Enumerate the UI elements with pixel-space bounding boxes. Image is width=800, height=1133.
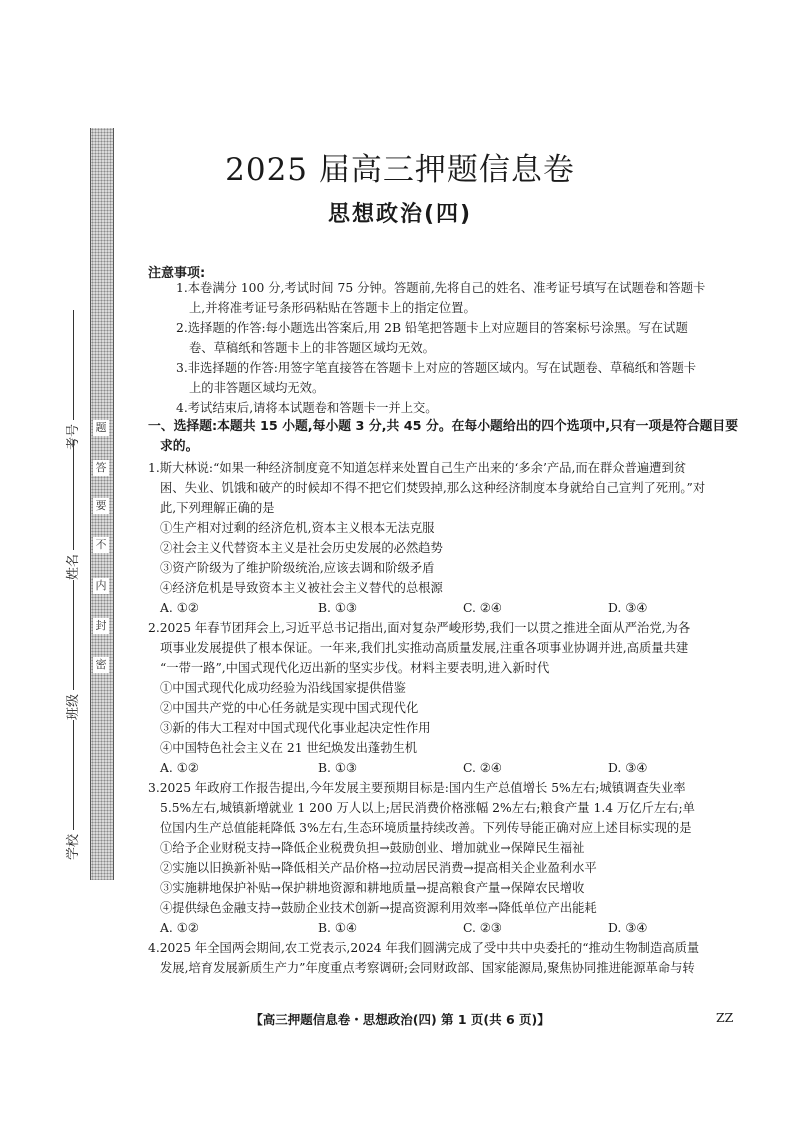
notice-list	[176, 278, 746, 418]
answer-choices	[148, 918, 748, 938]
notice-line: 4.考试结束后,请将本试题卷和答题卡一并上交。	[176, 401, 438, 415]
statement: ②社会主义代替资本主义是社会历史发展的必然趋势	[160, 541, 443, 555]
statement: ③新的伟大工程对中国式现代化事业起决定性作用	[160, 721, 431, 735]
seal-char: 内	[93, 578, 109, 594]
statement: ④经济危机是导致资本主义被社会主义替代的总根源	[160, 581, 443, 595]
statement: ①给予企业财税支持→降低企业税费负担→鼓励创业、增加就业→保障民生福祉	[160, 841, 585, 855]
notice-item	[176, 398, 746, 418]
page-title: 2025 届高三押题信息卷	[225, 152, 575, 188]
notice-heading: 注意事项:	[148, 266, 206, 281]
choice-d[interactable]: D. ③④	[608, 601, 648, 615]
field-label: 姓名	[66, 553, 81, 580]
section-heading	[148, 417, 748, 457]
footer-code: ZZ	[716, 1010, 734, 1025]
field-label: 班级	[66, 693, 81, 720]
question-3	[148, 778, 748, 938]
question-stem: “一带一路”,中国式现代化迈出新的坚实步伐。材料主要表明,进入新时代	[160, 661, 550, 675]
question-stem: 1.斯大林说:“如果一种经济制度竟不知道怎样来处置自己生产出来的‘多余’产品,而在群众普遍遭到贫	[148, 461, 687, 475]
notice-item	[176, 358, 746, 398]
school-field	[62, 720, 81, 860]
notice-line: 卷、草稿纸和答题卡上的非答题区域均无效。	[189, 341, 435, 355]
statement: ①中国式现代化成功经验为沿线国家提供借鉴	[160, 681, 406, 695]
page-footer: 【高三押题信息卷・思想政治(四) 第 1 页(共 6 页)】	[250, 1012, 550, 1027]
question-2	[148, 618, 748, 778]
page-subtitle: 思想政治(四)	[327, 202, 473, 227]
statement: ③资产阶级为了维护阶级统治,应该去调和阶级矛盾	[160, 561, 435, 575]
seal-char: 答	[93, 460, 109, 476]
choice-c[interactable]: C. ②③	[463, 921, 502, 935]
field-label: 考号	[66, 423, 81, 450]
choice-d[interactable]: D. ③④	[608, 921, 648, 935]
seal-char: 不	[93, 537, 109, 553]
choice-b[interactable]: B. ①③	[318, 761, 357, 775]
answer-choices	[148, 598, 748, 618]
notice-line: 1.本卷满分 100 分,考试时间 75 分钟。答题前,先将自己的姓名、准考证号填写在试题卷和答题卡	[176, 281, 706, 295]
choice-b[interactable]: B. ①④	[318, 921, 357, 935]
choice-c[interactable]: C. ②④	[463, 761, 502, 775]
seal-char: 密	[93, 657, 109, 673]
fill-line[interactable]	[73, 580, 74, 690]
statement: ①生产相对过剩的经济危机,资本主义根本无法克服	[160, 521, 435, 535]
seal-char: 封	[93, 618, 109, 634]
question-stem: 位国内生产总值能耗降低 3%左右,生态环境质量持续改善。下列传导能正确对应上述目标实现的是	[160, 821, 692, 835]
section-line: 一、选择题:本题共 15 小题,每小题 3 分,共 45 分。在每小题给出的四个选项中,只有一项是符合题目要	[148, 419, 739, 434]
question-stem: 2.2025 年春节团拜会上,习近平总书记指出,面对复杂严峻形势,我们一以贯之推进全面从严治党,为各	[148, 621, 691, 635]
choice-c[interactable]: C. ②④	[463, 601, 502, 615]
name-field	[62, 440, 81, 580]
question-stem: 项事业发展提供了根本保证。一年来,我们扎实推动高质量发展,注重各项事业协调并进,高质量共建	[160, 641, 689, 655]
notice-line: 上的非答题区域均无效。	[189, 381, 325, 395]
statement: ④提供绿色金融支持→鼓励企业技术创新→提高资源利用效率→降低单位产出能耗	[160, 901, 597, 915]
fill-line[interactable]	[73, 310, 74, 420]
fill-line[interactable]	[73, 440, 74, 550]
statement: ②实施以旧换新补贴→降低相关产品价格→拉动居民消费→提高相关企业盈利水平	[160, 861, 597, 875]
statement: ④中国特色社会主义在 21 世纪焕发出蓬勃生机	[160, 741, 418, 755]
notice-line: 上,并将准考证号条形码粘贴在答题卡上的指定位置。	[189, 301, 476, 315]
field-label: 学校	[66, 833, 81, 860]
notice-item	[176, 278, 746, 318]
seal-char: 要	[93, 498, 109, 514]
notice-line: 2.选择题的作答:每小题选出答案后,用 2B 铅笔把答题卡上对应题目的答案标号涂黑。写在试题	[176, 321, 688, 335]
notice-item	[176, 318, 746, 358]
notice-line: 3.非选择题的作答:用签字笔直接答在答题卡上对应的答题区域内。写在试题卷、草稿纸和答题卡	[176, 361, 697, 375]
seal-char: 题	[93, 420, 109, 436]
class-field	[62, 580, 81, 720]
choice-b[interactable]: B. ①③	[318, 601, 357, 615]
choice-a[interactable]: A. ①②	[160, 761, 199, 775]
choice-d[interactable]: D. ③④	[608, 761, 648, 775]
question-stem: 5.5%左右,城镇新增就业 1 200 万人以上;居民消费价格涨幅 2%左右;粮食产量 1.4 万亿斤左右;单	[160, 801, 695, 815]
exam-number-field	[62, 310, 81, 450]
choice-a[interactable]: A. ①②	[160, 601, 199, 615]
question-1	[148, 458, 748, 618]
question-stem: 发展,培育发展新质生产力”年度重点考察调研;会同财政部、国家能源局,聚焦协同推进能源革命与转	[160, 961, 695, 975]
statement: ②中国共产党的中心任务就是实现中国式现代化	[160, 701, 419, 715]
question-stem: 困、失业、饥饿和破产的时候却不得不把它们焚毁掉,那么这种经济制度本身就给自己宣判了死刑。”对	[160, 481, 706, 495]
question-stem: 3.2025 年政府工作报告提出,今年发展主要预期目标是:国内生产总值增长 5%左右;城镇调查失业率	[148, 781, 686, 795]
choice-a[interactable]: A. ①②	[160, 921, 199, 935]
answer-choices	[148, 758, 748, 778]
question-stem: 4.2025 年全国两会期间,农工党表示,2024 年我们圆满完成了受中共中央委托的“推动生物制造高质量	[148, 941, 700, 955]
question-stem: 此,下列理解正确的是	[160, 501, 275, 515]
statement: ③实施耕地保护补贴→保护耕地资源和耕地质量→提高粮食产量→保障农民增收	[160, 881, 585, 895]
section-line: 求的。	[160, 439, 199, 454]
question-4	[148, 938, 748, 978]
fill-line[interactable]	[73, 720, 74, 830]
